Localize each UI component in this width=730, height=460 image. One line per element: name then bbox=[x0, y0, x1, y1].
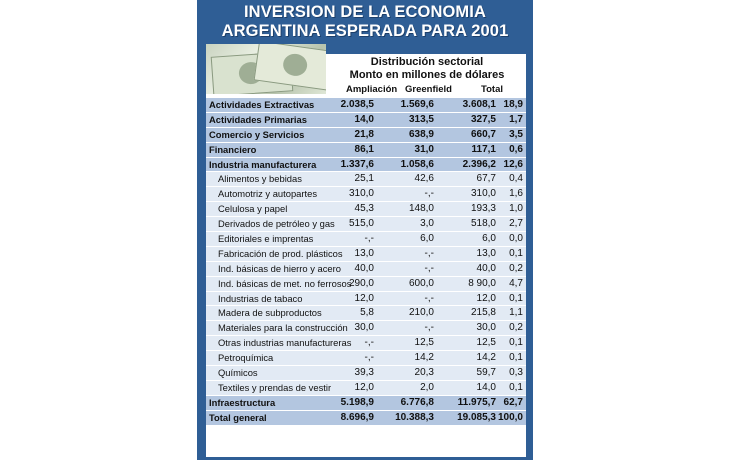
value-percent: 1,0 bbox=[509, 203, 523, 215]
value-percent: 1,6 bbox=[509, 188, 523, 200]
value-percent: 0,1 bbox=[509, 292, 523, 304]
value-ampliacion: -,- bbox=[364, 233, 374, 245]
value-greenfield: -,- bbox=[424, 188, 434, 200]
table-row bbox=[206, 128, 526, 143]
table-row bbox=[206, 113, 526, 128]
value-ampliacion: 1.337,6 bbox=[340, 158, 374, 170]
value-percent: 0,6 bbox=[509, 143, 523, 155]
value-total: 8 90,0 bbox=[468, 277, 496, 289]
row-label: Otras industrias manufactureras bbox=[218, 337, 352, 349]
value-total: 19.085,3 bbox=[457, 411, 496, 423]
value-ampliacion: 290,0 bbox=[348, 277, 374, 289]
value-ampliacion: 14,0 bbox=[354, 113, 374, 125]
value-percent: 2,7 bbox=[509, 218, 523, 230]
value-ampliacion: -,- bbox=[364, 337, 374, 349]
value-ampliacion: 21,8 bbox=[354, 128, 374, 140]
value-greenfield: 20,3 bbox=[414, 367, 434, 379]
value-percent: 0,1 bbox=[509, 381, 523, 393]
value-greenfield: 10.388,3 bbox=[395, 411, 434, 423]
value-percent: 100,0 bbox=[497, 411, 523, 423]
value-greenfield: 31,0 bbox=[414, 143, 434, 155]
row-label: Industria manufacturera bbox=[209, 158, 317, 170]
value-total: 14,0 bbox=[476, 381, 496, 393]
value-greenfield: -,- bbox=[424, 247, 434, 259]
table-row bbox=[206, 381, 526, 396]
value-greenfield: 2,0 bbox=[420, 381, 434, 393]
row-label: Químicos bbox=[218, 367, 258, 379]
table-row bbox=[206, 411, 526, 426]
value-total: 327,5 bbox=[470, 113, 496, 125]
row-label: Financiero bbox=[209, 143, 257, 155]
row-label: Textiles y prendas de vestir bbox=[218, 381, 332, 393]
value-greenfield: 6,0 bbox=[420, 233, 434, 245]
data-table bbox=[206, 98, 526, 426]
value-total: 30,0 bbox=[476, 322, 496, 334]
value-greenfield: 6.776,8 bbox=[400, 396, 434, 408]
table-row bbox=[206, 247, 526, 262]
value-percent: 0,2 bbox=[509, 262, 523, 274]
row-label: Alimentos y bebidas bbox=[218, 173, 302, 185]
row-label: Materiales para la construcción bbox=[218, 322, 348, 334]
value-total: 215,8 bbox=[470, 307, 496, 319]
value-total: 12,0 bbox=[476, 292, 496, 304]
table-row bbox=[206, 396, 526, 411]
value-total: 14,2 bbox=[476, 352, 496, 364]
value-ampliacion: 5.198,9 bbox=[340, 396, 374, 408]
value-percent: 0,3 bbox=[509, 367, 523, 379]
value-total: 12,5 bbox=[476, 337, 496, 349]
table-row bbox=[206, 366, 526, 381]
value-total: 13,0 bbox=[476, 247, 496, 259]
table-row bbox=[206, 172, 526, 187]
value-greenfield: -,- bbox=[424, 292, 434, 304]
value-total: 117,1 bbox=[471, 143, 496, 155]
value-greenfield: 313,5 bbox=[408, 113, 434, 125]
row-label: Petroquímica bbox=[218, 352, 274, 364]
value-total: 59,7 bbox=[476, 367, 496, 379]
table-row bbox=[206, 321, 526, 336]
row-label: Actividades Extractivas bbox=[209, 99, 315, 110]
row-label: Actividades Primarias bbox=[209, 113, 307, 125]
table-row bbox=[206, 187, 526, 202]
value-greenfield: 600,0 bbox=[408, 277, 434, 289]
column-header-ampliacion: Ampliación bbox=[346, 84, 398, 95]
row-label: Total general bbox=[209, 411, 267, 423]
table-row bbox=[206, 232, 526, 247]
value-greenfield: 3,0 bbox=[420, 218, 434, 230]
value-ampliacion: 40,0 bbox=[354, 262, 374, 274]
value-ampliacion: 515,0 bbox=[348, 218, 374, 230]
value-ampliacion: 310,0 bbox=[348, 188, 374, 200]
table-row bbox=[206, 143, 526, 158]
subtitle-line-2: Monto en millones de dólares bbox=[349, 69, 505, 81]
row-label: Automotriz y autopartes bbox=[218, 188, 318, 200]
value-greenfield: 1.569,6 bbox=[400, 99, 434, 110]
value-greenfield: 42,6 bbox=[414, 173, 434, 185]
row-label: Comercio y Servicios bbox=[209, 128, 305, 140]
subtitle-line-1: Distribución sectorial bbox=[370, 56, 484, 68]
value-ampliacion: 12,0 bbox=[354, 292, 374, 304]
value-total: 11.975,7 bbox=[457, 396, 496, 408]
row-label: Editoriales e imprentas bbox=[218, 233, 314, 245]
value-total: 310,0 bbox=[470, 188, 496, 200]
value-percent: 4,7 bbox=[509, 277, 523, 289]
value-greenfield: -,- bbox=[424, 262, 434, 274]
value-percent: 0,4 bbox=[509, 173, 523, 185]
table-row bbox=[206, 336, 526, 351]
table-row bbox=[206, 217, 526, 232]
value-ampliacion: 45,3 bbox=[354, 203, 374, 215]
table-row bbox=[206, 202, 526, 217]
value-percent: 0,0 bbox=[509, 233, 523, 245]
value-total: 193,3 bbox=[470, 203, 496, 215]
value-percent: 1,7 bbox=[509, 113, 523, 125]
value-total: 2.396,2 bbox=[462, 158, 496, 170]
value-total: 660,7 bbox=[470, 128, 496, 140]
value-ampliacion: 39,3 bbox=[354, 367, 374, 379]
value-greenfield: 210,0 bbox=[408, 307, 434, 319]
value-ampliacion: 2.038,5 bbox=[340, 99, 374, 110]
row-label: Ind. básicas de hierro y acero bbox=[218, 262, 341, 274]
value-ampliacion: 5,8 bbox=[360, 307, 374, 319]
row-label: Derivados de petróleo y gas bbox=[218, 218, 335, 230]
value-ampliacion: 30,0 bbox=[354, 322, 374, 334]
table-row bbox=[206, 98, 526, 113]
value-ampliacion: -,- bbox=[364, 352, 374, 364]
value-greenfield: 1.058,6 bbox=[400, 158, 434, 170]
value-percent: 12,6 bbox=[503, 158, 523, 170]
value-total: 67,7 bbox=[476, 173, 496, 185]
value-greenfield: 12,5 bbox=[414, 337, 434, 349]
value-ampliacion: 12,0 bbox=[354, 381, 374, 393]
value-ampliacion: 25,1 bbox=[354, 173, 374, 185]
column-header-total: Total bbox=[481, 84, 503, 95]
value-greenfield: 14,2 bbox=[414, 352, 434, 364]
row-label: Infraestructura bbox=[209, 396, 276, 408]
value-ampliacion: 13,0 bbox=[354, 247, 374, 259]
table-row bbox=[206, 306, 526, 321]
value-percent: 3,5 bbox=[509, 128, 523, 140]
table-row bbox=[206, 262, 526, 277]
value-greenfield: 638,9 bbox=[408, 128, 434, 140]
value-ampliacion: 86,1 bbox=[354, 143, 374, 155]
value-percent: 0,1 bbox=[509, 337, 523, 349]
table-row bbox=[206, 292, 526, 307]
value-percent: 1,1 bbox=[509, 307, 523, 319]
dollar-bills-image bbox=[206, 44, 326, 94]
row-label: Ind. básicas de met. no ferrosos bbox=[218, 277, 352, 289]
row-label: Industrias de tabaco bbox=[218, 292, 303, 304]
value-greenfield: -,- bbox=[424, 322, 434, 334]
row-label: Madera de subproductos bbox=[218, 307, 322, 319]
table-row bbox=[206, 277, 526, 292]
infographic-title bbox=[197, 3, 533, 41]
table-row bbox=[206, 158, 526, 173]
value-ampliacion: 8.696,9 bbox=[340, 411, 374, 423]
value-percent: 62,7 bbox=[503, 396, 523, 408]
column-header-greenfield: Greenfield bbox=[405, 84, 452, 95]
title-line-1: INVERSION DE LA ECONOMIA bbox=[244, 3, 486, 21]
table-subtitle bbox=[327, 56, 527, 82]
value-percent: 0,1 bbox=[509, 352, 523, 364]
value-total: 40,0 bbox=[476, 262, 496, 274]
title-line-2: ARGENTINA ESPERADA PARA 2001 bbox=[221, 22, 509, 40]
value-greenfield: 148,0 bbox=[408, 203, 434, 215]
value-percent: 0,1 bbox=[509, 247, 523, 259]
value-percent: 18,9 bbox=[503, 99, 523, 110]
value-percent: 0,2 bbox=[509, 322, 523, 334]
value-total: 6,0 bbox=[482, 233, 496, 245]
value-total: 3.608,1 bbox=[462, 99, 496, 110]
value-total: 518,0 bbox=[470, 218, 496, 230]
table-row bbox=[206, 351, 526, 366]
row-label: Celulosa y papel bbox=[218, 203, 288, 215]
row-label: Fabricación de prod. plásticos bbox=[218, 247, 343, 259]
